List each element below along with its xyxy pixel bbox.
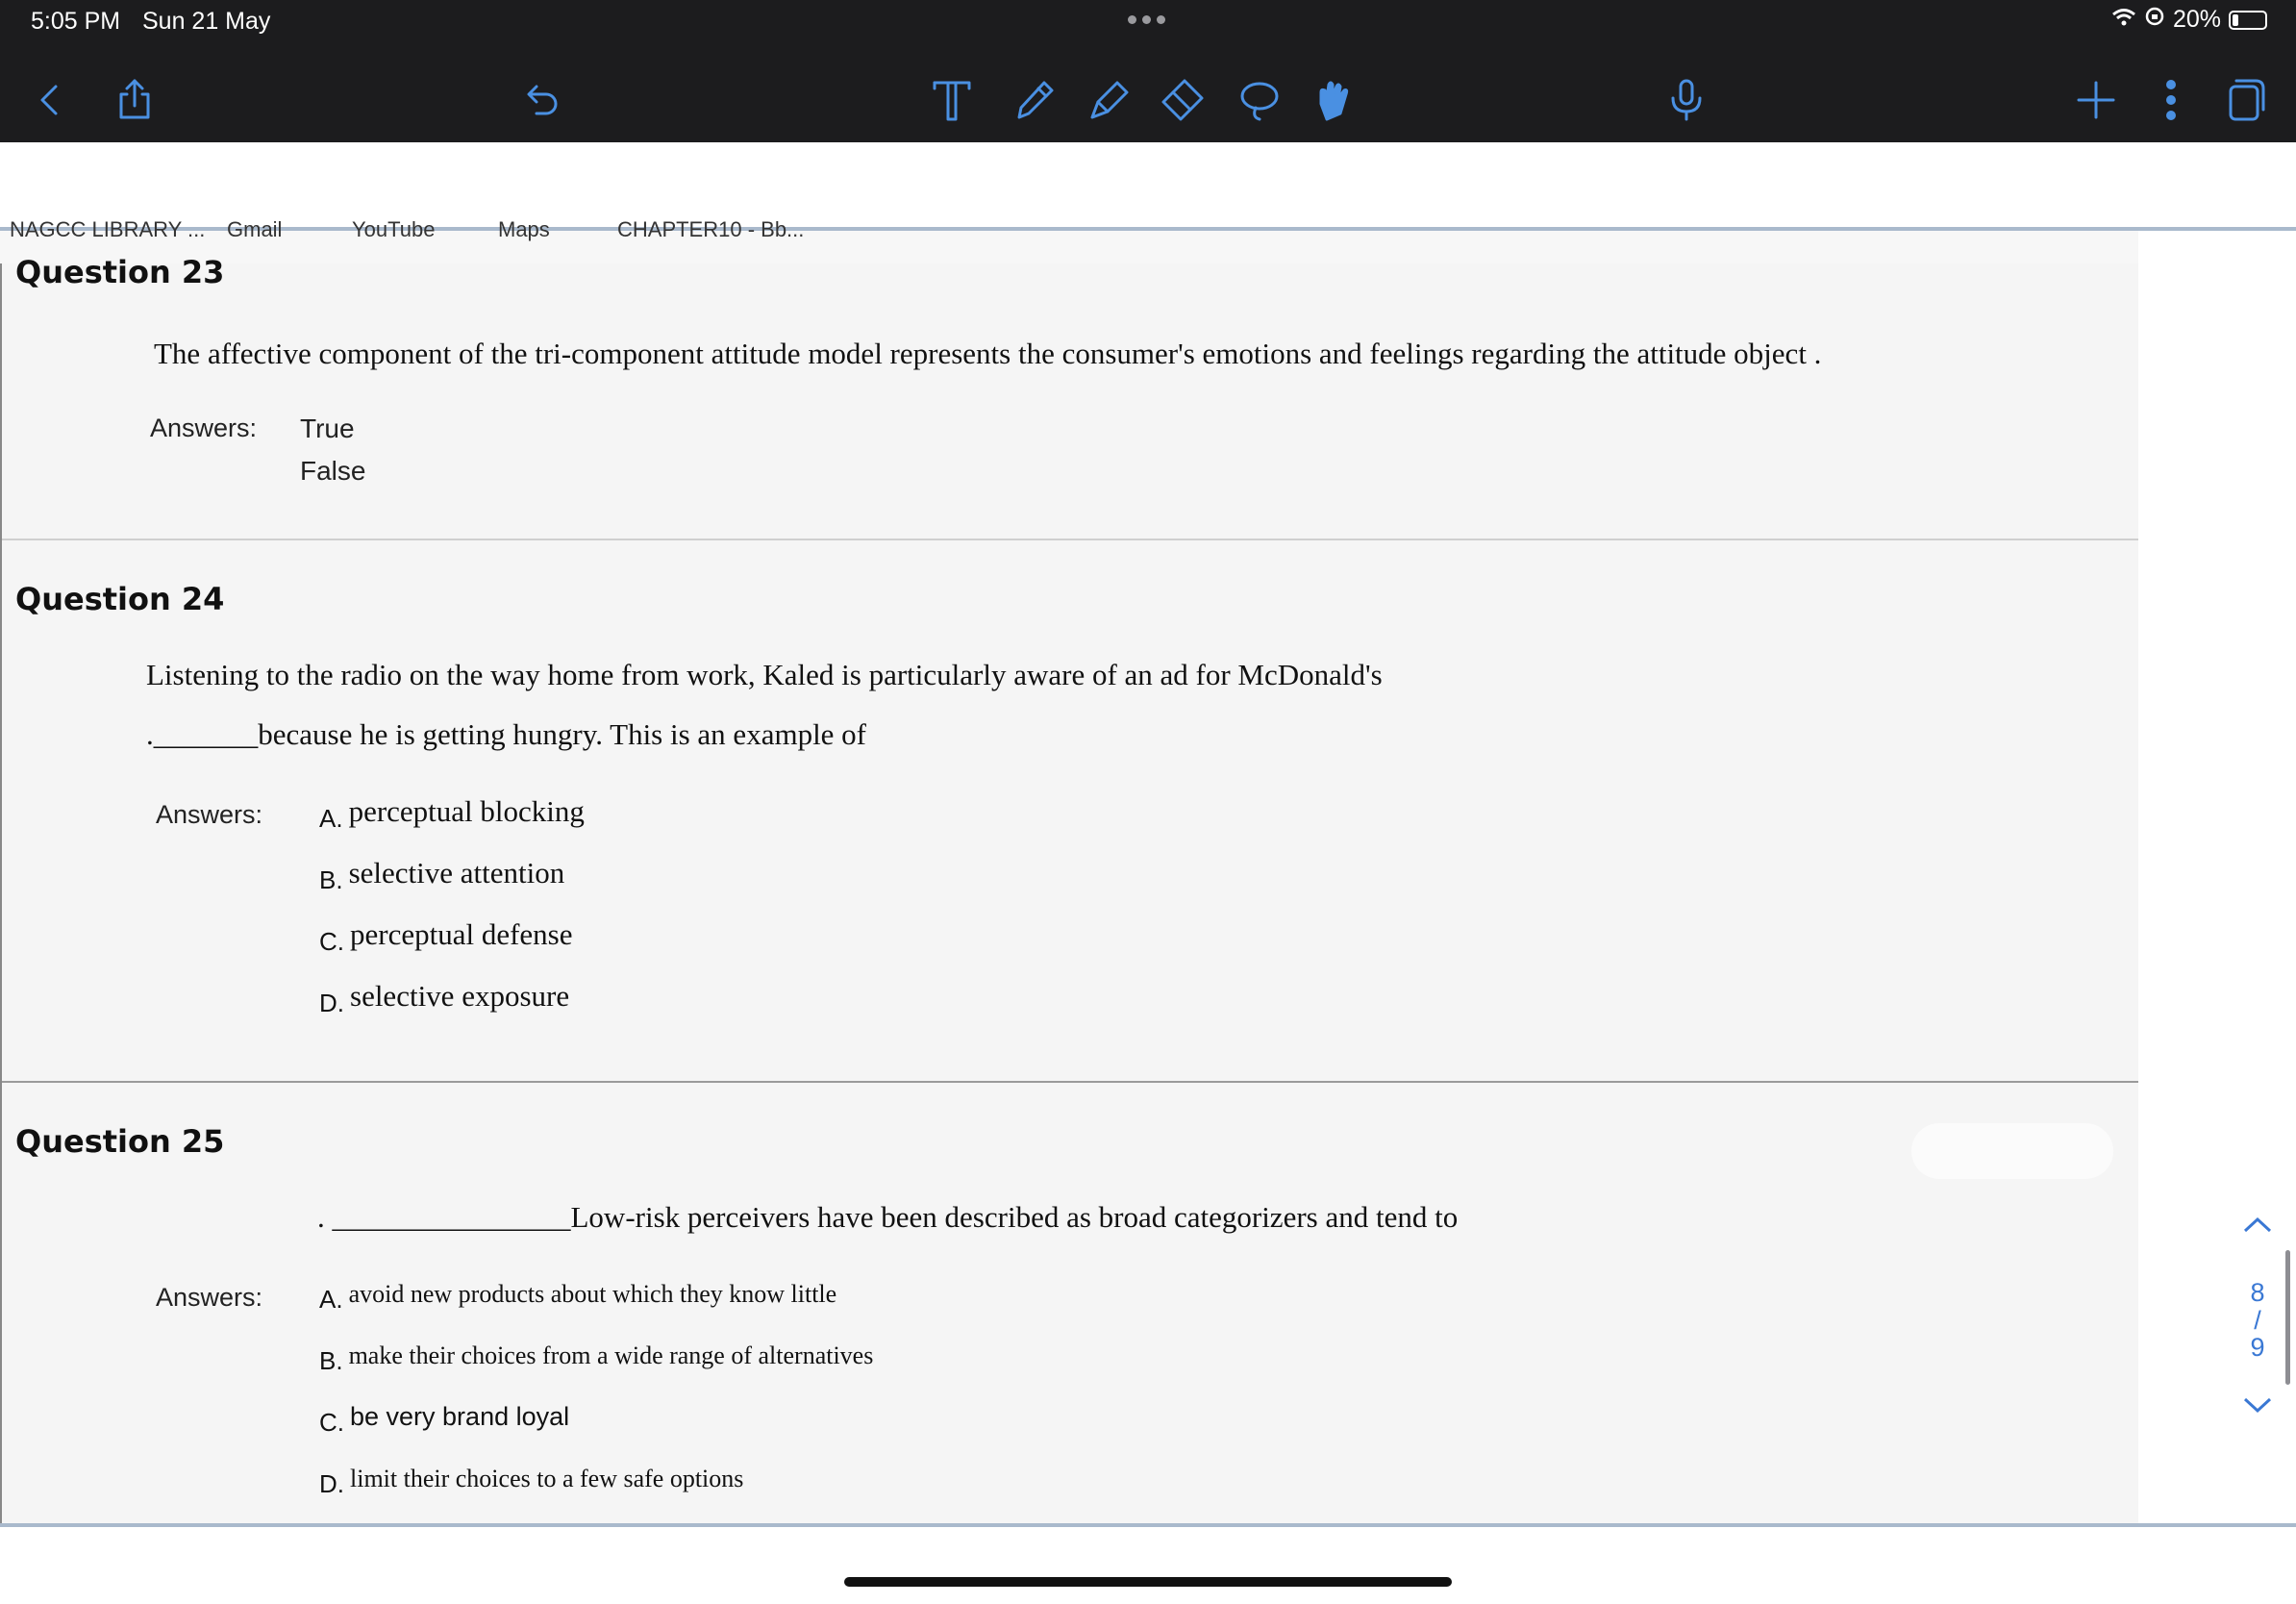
home-indicator[interactable] — [844, 1577, 1452, 1587]
option-letter: D. — [319, 989, 344, 1017]
answer-option: True — [300, 414, 355, 443]
status-time: 5:05 PM — [31, 8, 121, 35]
share-icon[interactable] — [106, 71, 163, 129]
orientation-lock-icon — [2144, 6, 2165, 34]
option-letter: C. — [319, 927, 344, 956]
answer-option: False — [300, 456, 366, 486]
hand-pointer-icon[interactable] — [1304, 71, 1361, 129]
answer-option — [319, 794, 585, 833]
option-text: perceptual blocking — [348, 794, 585, 828]
bookmark-item: Gmail — [227, 217, 283, 241]
total-pages: 9 — [2250, 1333, 2265, 1362]
option-text: selective exposure — [350, 979, 570, 1013]
answer-option — [319, 1402, 570, 1437]
bookmarks-bar — [0, 217, 2138, 263]
battery-icon — [2229, 11, 2267, 30]
option-letter: A. — [319, 804, 343, 833]
answers-label: Answers: — [156, 1283, 263, 1312]
question-text: Listening to the radio on the way home from work, Kaled is particularly aware of an ad for McDonald's — [146, 658, 1383, 691]
bookmark-item: Maps — [498, 217, 550, 241]
question-title: Question 24 — [15, 581, 225, 617]
lasso-icon[interactable] — [1231, 71, 1288, 129]
battery-percent: 20% — [2172, 6, 2221, 33]
option-letter: B. — [319, 1346, 343, 1375]
answer-option — [319, 856, 565, 894]
page-down-icon[interactable] — [2236, 1393, 2279, 1423]
highlighter-icon[interactable] — [1081, 71, 1138, 129]
wifi-icon — [2111, 6, 2136, 34]
option-letter: B. — [319, 865, 343, 894]
page-content — [0, 254, 2138, 1525]
option-letter: A. — [319, 1285, 343, 1314]
status-right — [2111, 6, 2267, 34]
multitasking-dots-icon[interactable] — [1125, 12, 1168, 29]
question-divider — [2, 1081, 2138, 1083]
bookmark-item: YouTube — [352, 217, 436, 241]
back-icon[interactable] — [21, 71, 79, 129]
option-text: perceptual defense — [350, 917, 573, 951]
page-margin-top — [0, 142, 2296, 227]
answer-option — [319, 1341, 874, 1375]
more-icon[interactable] — [2142, 71, 2200, 129]
current-page: 8 — [2250, 1278, 2265, 1307]
question-text: . ________________Low-risk perceivers have been described as broad categorizers and tend to — [317, 1200, 1459, 1234]
page-up-icon[interactable] — [2236, 1212, 2279, 1241]
option-text: selective attention — [348, 856, 565, 890]
option-text: be very brand loyal — [350, 1402, 570, 1431]
pages-icon[interactable] — [2215, 71, 2273, 129]
page-navigator — [2236, 1212, 2279, 1423]
question-divider — [2, 539, 2138, 540]
answer-option — [319, 917, 573, 956]
pen-icon[interactable] — [1006, 71, 1063, 129]
question-title: Question 25 — [15, 1123, 225, 1160]
bookmark-item: CHAPTER10 - Bb... — [617, 217, 805, 241]
page-separator: / — [2254, 1306, 2261, 1335]
undo-icon[interactable] — [513, 71, 571, 129]
erased-annotation — [1911, 1123, 2113, 1179]
option-text: make their choices from a wide range of alternatives — [348, 1341, 874, 1369]
status-date: Sun 21 May — [142, 8, 271, 35]
text-tool-icon[interactable] — [923, 71, 981, 129]
question-title: Question 23 — [15, 254, 225, 290]
bookmark-item: NAGCC LIBRARY ... — [10, 217, 206, 241]
answer-option — [319, 1279, 837, 1314]
option-text: avoid new products about which they know little — [348, 1280, 837, 1308]
eraser-icon[interactable] — [1154, 71, 1211, 129]
option-text: limit their choices to a few safe options — [350, 1465, 744, 1492]
answers-label: Answers: — [156, 800, 263, 829]
scrollbar[interactable] — [2285, 1250, 2290, 1385]
page-separator-bottom — [0, 1523, 2296, 1527]
answer-option — [319, 979, 570, 1017]
question-text: ._______because he is getting hungry. This is an example of — [146, 717, 867, 751]
option-letter: C. — [319, 1408, 344, 1437]
answers-label: Answers: — [150, 414, 258, 442]
top-toolbar — [0, 0, 2296, 142]
add-icon[interactable] — [2067, 71, 2125, 129]
microphone-icon[interactable] — [1658, 71, 1715, 129]
answer-option — [319, 1464, 744, 1498]
question-text: The affective component of the tri-component attitude model represents the consumer's emotions and feelings regarding the attitude object . — [154, 337, 1822, 370]
option-letter: D. — [319, 1469, 344, 1498]
